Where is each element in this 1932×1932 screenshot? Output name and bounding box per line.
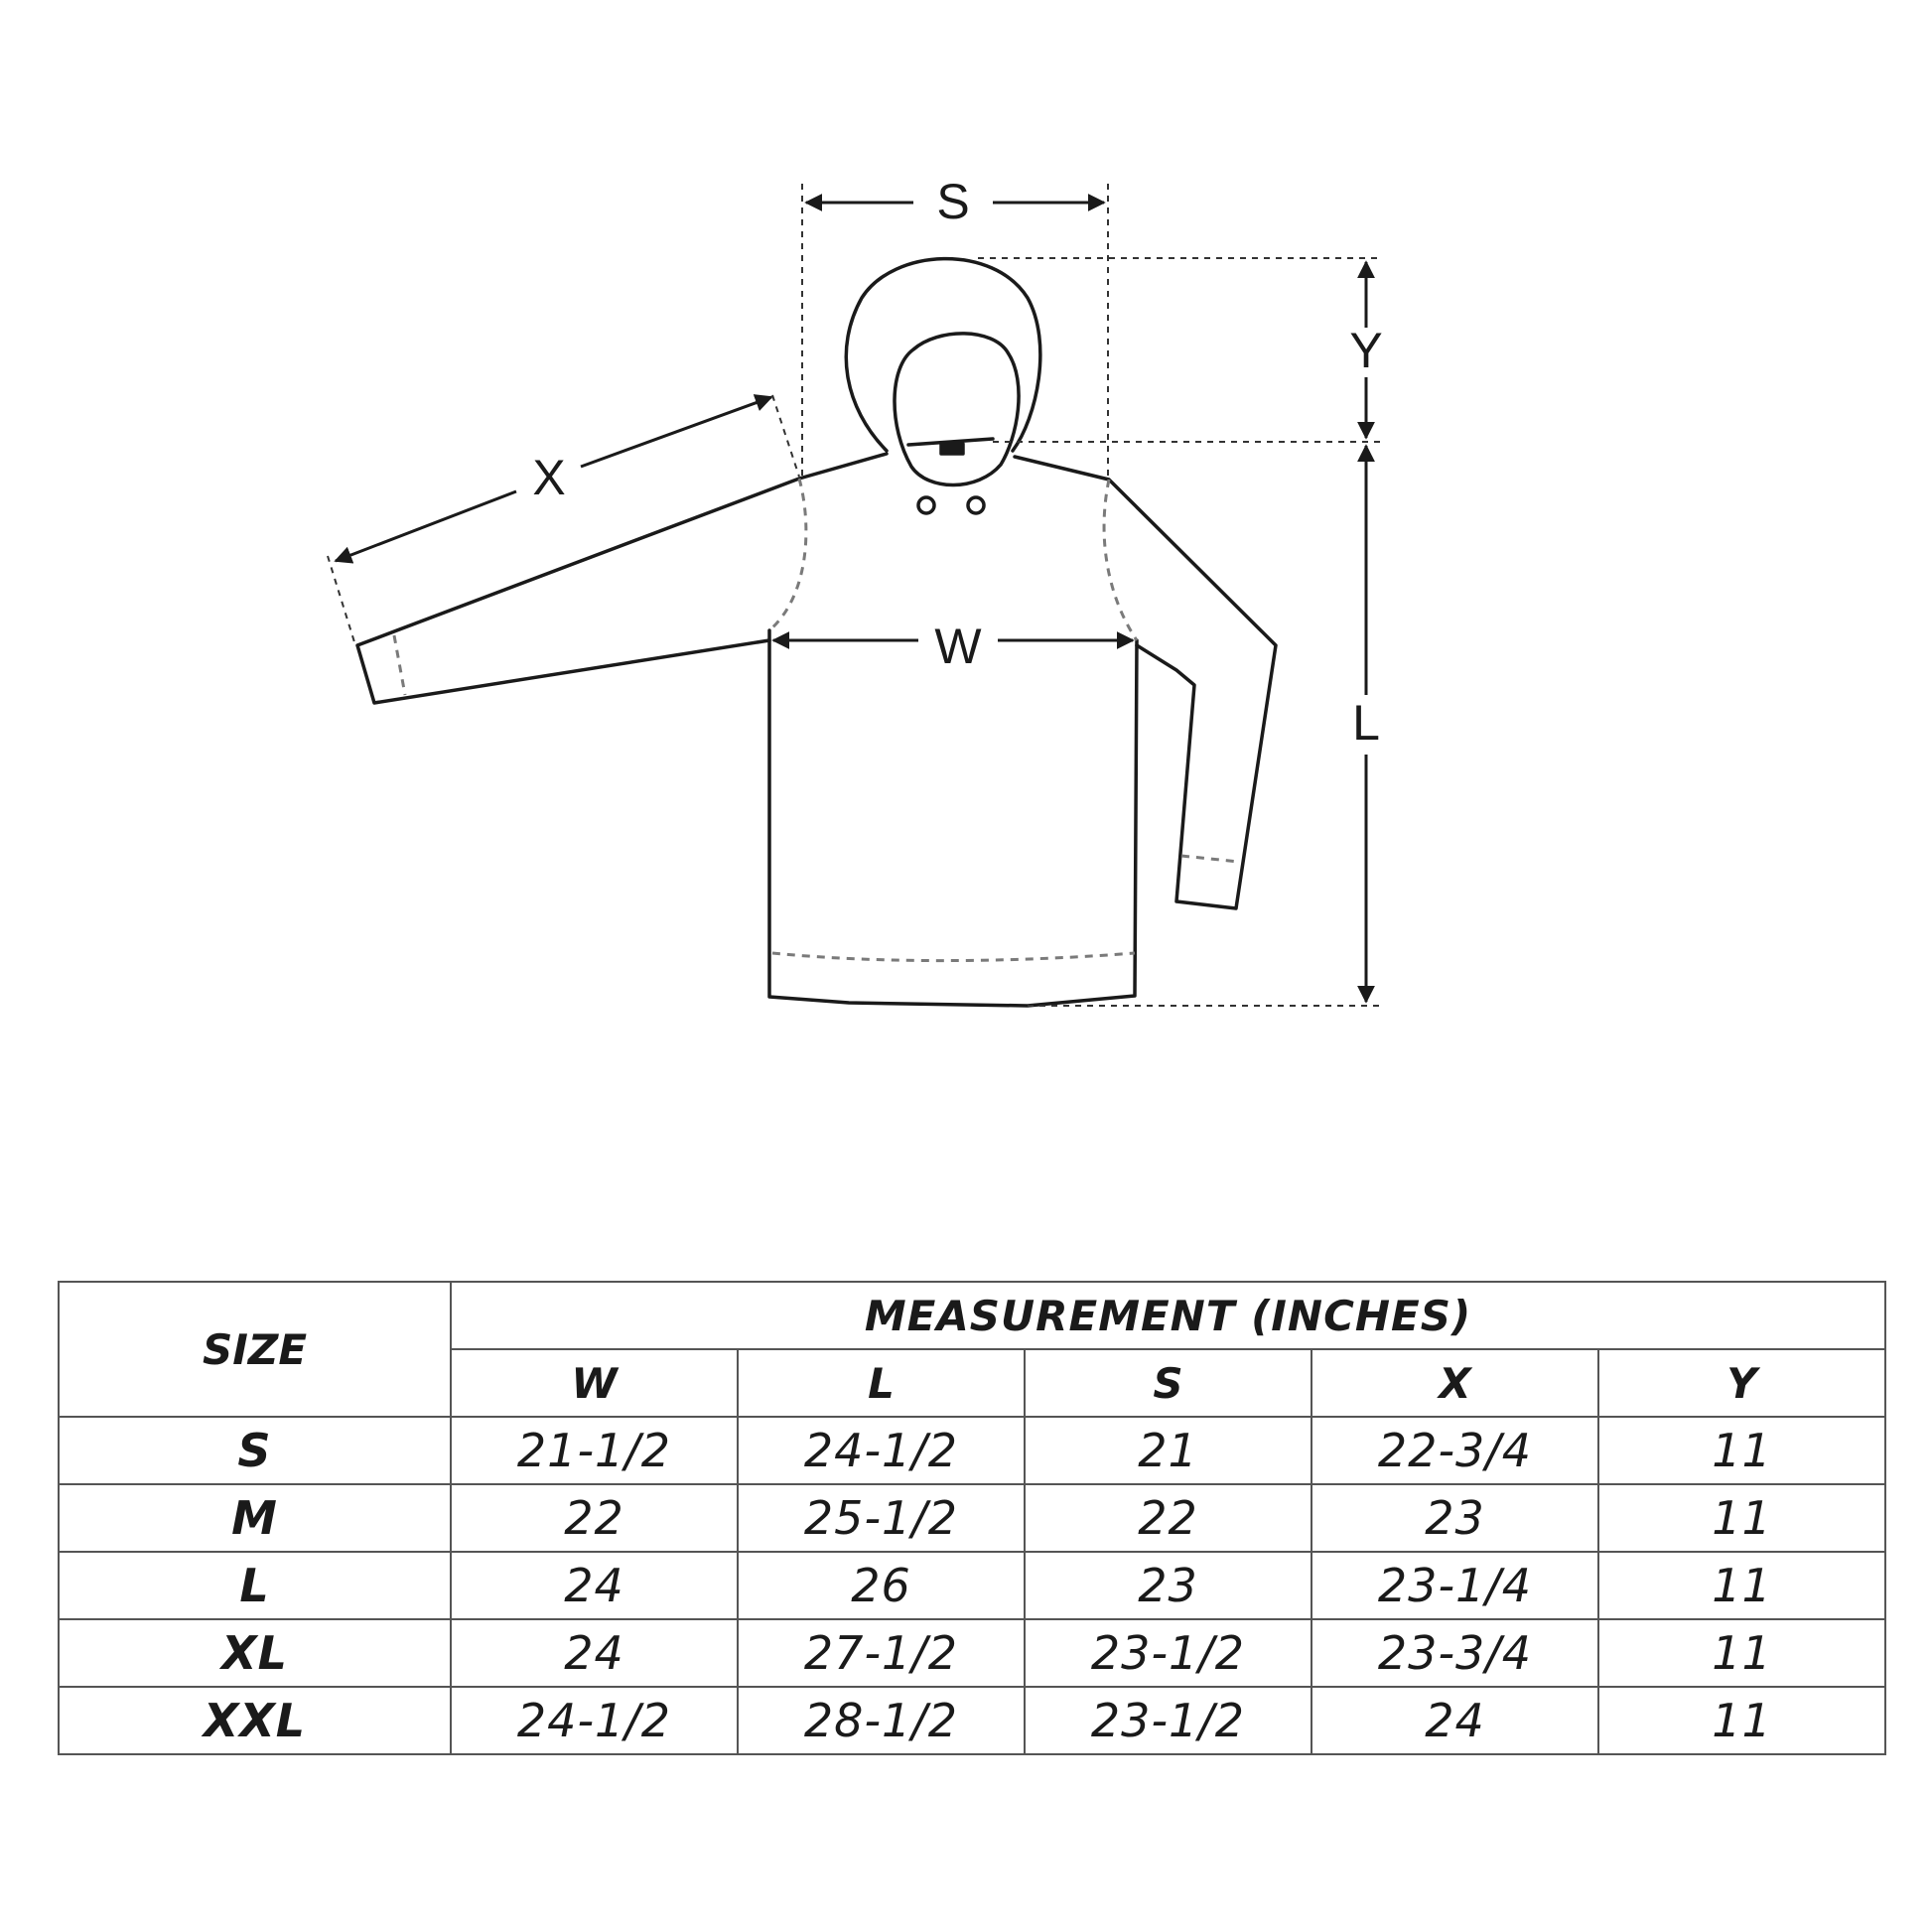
value-cell: 23-1/4	[1311, 1552, 1598, 1619]
grommet-right	[968, 497, 984, 513]
size-cell: XL	[59, 1619, 451, 1687]
table-row	[59, 1484, 1885, 1552]
column-header-l: L	[738, 1349, 1025, 1417]
value-cell: 11	[1598, 1619, 1885, 1687]
dimension-label-s: S	[936, 174, 970, 229]
value-cell: 27-1/2	[738, 1619, 1025, 1687]
column-header-s: S	[1025, 1349, 1311, 1417]
size-chart-table	[58, 1281, 1886, 1755]
grommet-left	[918, 497, 934, 513]
value-cell: 11	[1598, 1417, 1885, 1484]
value-cell: 22	[1025, 1484, 1311, 1552]
value-cell: 11	[1598, 1552, 1885, 1619]
table-row	[59, 1619, 1885, 1687]
hood-outer	[846, 259, 1040, 451]
value-cell: 23-3/4	[1311, 1619, 1598, 1687]
dimension-label-x: X	[532, 450, 566, 505]
size-cell: XXL	[59, 1687, 451, 1754]
left-sleeve	[357, 454, 887, 703]
value-cell: 25-1/2	[738, 1484, 1025, 1552]
measurement-group-header: MEASUREMENT (INCHES)	[451, 1282, 1885, 1349]
value-cell: 21-1/2	[451, 1417, 738, 1484]
table-row	[59, 1552, 1885, 1619]
value-cell: 22-3/4	[1311, 1417, 1598, 1484]
right-sleeve	[1015, 457, 1276, 908]
value-cell: 11	[1598, 1484, 1885, 1552]
value-cell: 24-1/2	[451, 1687, 738, 1754]
value-cell: 22	[451, 1484, 738, 1552]
seam-lines	[394, 479, 1239, 961]
size-cell: L	[59, 1552, 451, 1619]
hoodie-outline	[357, 259, 1276, 1006]
dimension-label-l: L	[1352, 695, 1380, 751]
table-row	[59, 1687, 1885, 1754]
table-row	[59, 1417, 1885, 1484]
size-column-header: SIZE	[59, 1282, 451, 1417]
column-header-w: W	[451, 1349, 738, 1417]
hood-opening	[895, 334, 1019, 485]
dimension-label-w: W	[934, 619, 982, 674]
value-cell: 24	[451, 1552, 738, 1619]
x-arrow-upper	[581, 397, 771, 467]
value-cell: 23-1/2	[1025, 1687, 1311, 1754]
value-cell: 23-1/2	[1025, 1619, 1311, 1687]
value-cell: 26	[738, 1552, 1025, 1619]
drawstring-toggle	[941, 444, 963, 454]
column-header-x: X	[1311, 1349, 1598, 1417]
x-arrow-lower	[336, 491, 516, 561]
size-cell: M	[59, 1484, 451, 1552]
value-cell: 23	[1025, 1552, 1311, 1619]
size-cell: S	[59, 1417, 451, 1484]
table-header-row	[59, 1282, 1885, 1349]
dimension-label-y: Y	[1349, 323, 1383, 378]
hoodie-body	[769, 630, 1137, 1006]
value-cell: 24	[1311, 1687, 1598, 1754]
value-cell: 11	[1598, 1687, 1885, 1754]
value-cell: 24-1/2	[738, 1417, 1025, 1484]
value-cell: 28-1/2	[738, 1687, 1025, 1754]
value-cell: 24	[451, 1619, 738, 1687]
value-cell: 21	[1025, 1417, 1311, 1484]
column-header-y: Y	[1598, 1349, 1885, 1417]
value-cell: 23	[1311, 1484, 1598, 1552]
